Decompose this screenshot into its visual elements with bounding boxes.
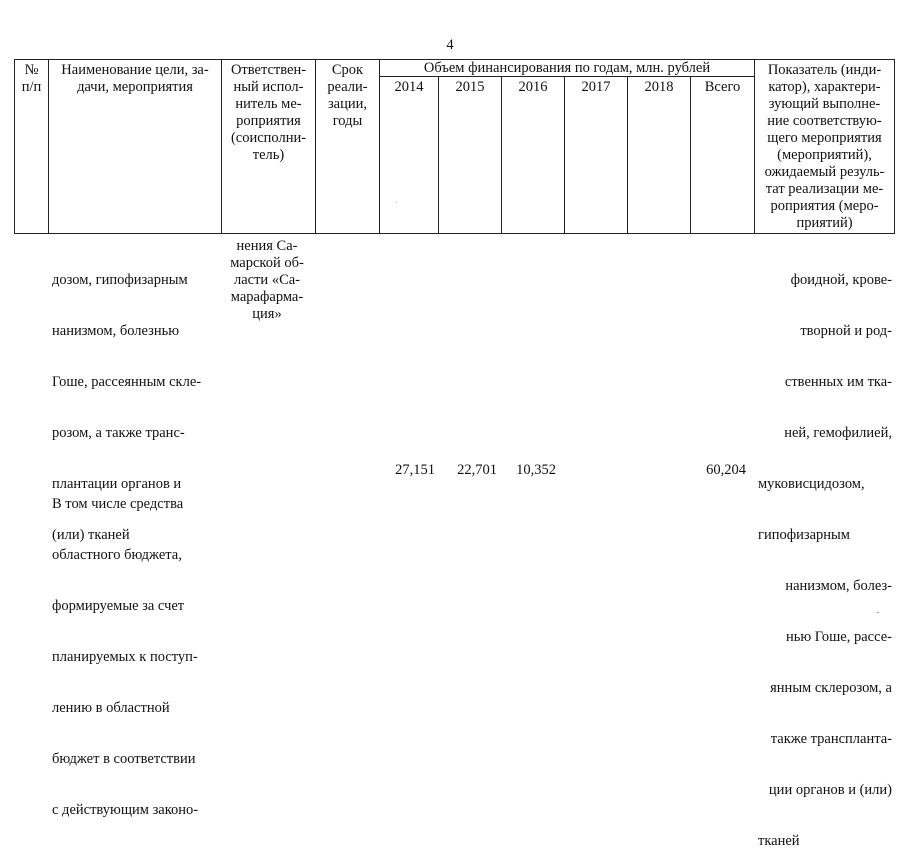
row1-responsible-line: марафарма-: [230, 289, 304, 305]
header-col-responsible-line: ный испол-: [233, 79, 304, 95]
row2-value-2016: 10,352: [516, 462, 556, 478]
header-col-indicator-line: ожидаемый резуль-: [764, 164, 885, 180]
row2-name-line: планируемых к поступ-: [52, 649, 198, 665]
col-border-8: [627, 76, 628, 234]
row2-value-total: 60,204: [706, 462, 746, 478]
row2-value-2015: 22,701: [457, 462, 497, 478]
row1-name-line: (или) тканей: [52, 527, 130, 543]
header-col-indicator-line: приятий): [796, 215, 853, 231]
header-col-indicator-line: тат реализации ме-: [765, 181, 884, 197]
col-border-9: [690, 76, 691, 234]
row1-indicator-line: муковисцидозом,: [758, 476, 865, 492]
row1-indicator-line: ции органов и (или): [768, 782, 892, 798]
row1-responsible-line: ласти «Са-: [233, 272, 300, 288]
header-col-number-line: п/п: [21, 79, 42, 95]
row1-responsible: [222, 238, 312, 323]
row1-indicator-line: фоидной, крове-: [790, 272, 892, 288]
row2-name: [52, 462, 218, 836]
row1-indicator-line: также транспланта-: [770, 731, 892, 747]
header-year-2016: 2016: [518, 79, 548, 95]
row2-value-2014: 27,151: [395, 462, 435, 478]
row1-indicator-line: ственных им тка-: [784, 374, 892, 390]
row1-indicator-line: нью Гоше, рассе-: [785, 629, 892, 645]
scan-speck: [877, 612, 879, 613]
header-col-responsible-line: Ответствен-: [230, 62, 307, 78]
row1-name-line: розом, а также транс-: [52, 425, 185, 441]
header-col-responsible-line: (соисполни-: [230, 130, 307, 146]
row2-name-line: с действующим законо-: [52, 802, 199, 818]
scan-speck: [396, 202, 397, 203]
page-number: 4: [446, 37, 454, 53]
header-col-indicator: [755, 62, 894, 232]
row1-indicator-line: гипофизарным: [758, 527, 850, 543]
row1-responsible-line: ция»: [252, 306, 282, 322]
header-col-responsible: [222, 62, 315, 164]
header-year-2015: 2015: [455, 79, 485, 95]
header-col-responsible-line: тель): [252, 147, 285, 163]
row1-responsible-line: марской об-: [230, 255, 304, 271]
row2-name-line: лению в областной: [52, 700, 170, 716]
row1-indicator-line: янным склерозом, а: [770, 680, 892, 696]
header-col-number-line: №: [24, 62, 39, 78]
header-col-indicator-line: Показатель (инди-: [767, 62, 882, 78]
header-col-responsible-line: нитель ме-: [235, 96, 302, 112]
header-col-indicator-line: щего мероприятия: [767, 130, 882, 146]
row1-indicator-line: тканей: [758, 833, 800, 849]
header-col-number: [15, 62, 48, 96]
header-year-2018: 2018: [644, 79, 674, 95]
header-year-2014: 2014: [394, 79, 424, 95]
row1-name-line: плантации органов и: [52, 476, 182, 492]
row1-indicator-line: ней, гемофилией,: [784, 425, 892, 441]
header-col-term: [316, 62, 379, 130]
row1-indicator: [758, 238, 892, 867]
row2-name-line: бюджет в соответствии: [52, 751, 196, 767]
row1-responsible-line: нения Са-: [236, 238, 298, 254]
header-col-indicator-line: катор), характери-: [768, 79, 881, 95]
row2-name-line: В том числе средства: [52, 496, 184, 512]
col-border-11: [894, 59, 895, 234]
header-col-term-line: Срок: [331, 62, 364, 78]
header-col-responsible-line: роприятия: [236, 113, 301, 129]
header-col-term-line: зации,: [327, 96, 368, 112]
row2-name-line: областного бюджета,: [52, 547, 182, 563]
header-col-indicator-line: ние соответствую-: [767, 113, 882, 129]
header-year-2017: 2017: [581, 79, 611, 95]
header-col-indicator-line: роприятия (меро-: [770, 198, 879, 214]
header-col-name-line: дачи, мероприятия: [77, 79, 193, 95]
header-bottom-border: [14, 233, 895, 234]
col-border-5: [438, 76, 439, 234]
row1-indicator-line: нанизмом, болез-: [785, 578, 892, 594]
row1-indicator-line: творной и род-: [800, 323, 892, 339]
header-col-funding: Объем финансирования по годам, млн. рублей: [423, 60, 711, 76]
row1-name-line: дозом, гипофизарным: [52, 272, 188, 288]
header-col-name-line: Наименование цели, за-: [61, 62, 209, 78]
header-col-term-line: реали-: [327, 79, 368, 95]
col-border-6: [501, 76, 502, 234]
header-col-name: [49, 62, 221, 96]
row1-name-line: Гоше, рассеянным скле-: [52, 374, 202, 390]
header-col-indicator-line: (мероприятий),: [777, 147, 872, 163]
row2-name-line: формируемые за счет: [52, 598, 185, 614]
row1-name-line: нанизмом, болезнью: [52, 323, 180, 339]
header-col-indicator-line: зующий выполне-: [768, 96, 881, 112]
header-col-term-line: годы: [332, 113, 363, 129]
col-border-7: [564, 76, 565, 234]
header-total: Всего: [704, 79, 741, 95]
